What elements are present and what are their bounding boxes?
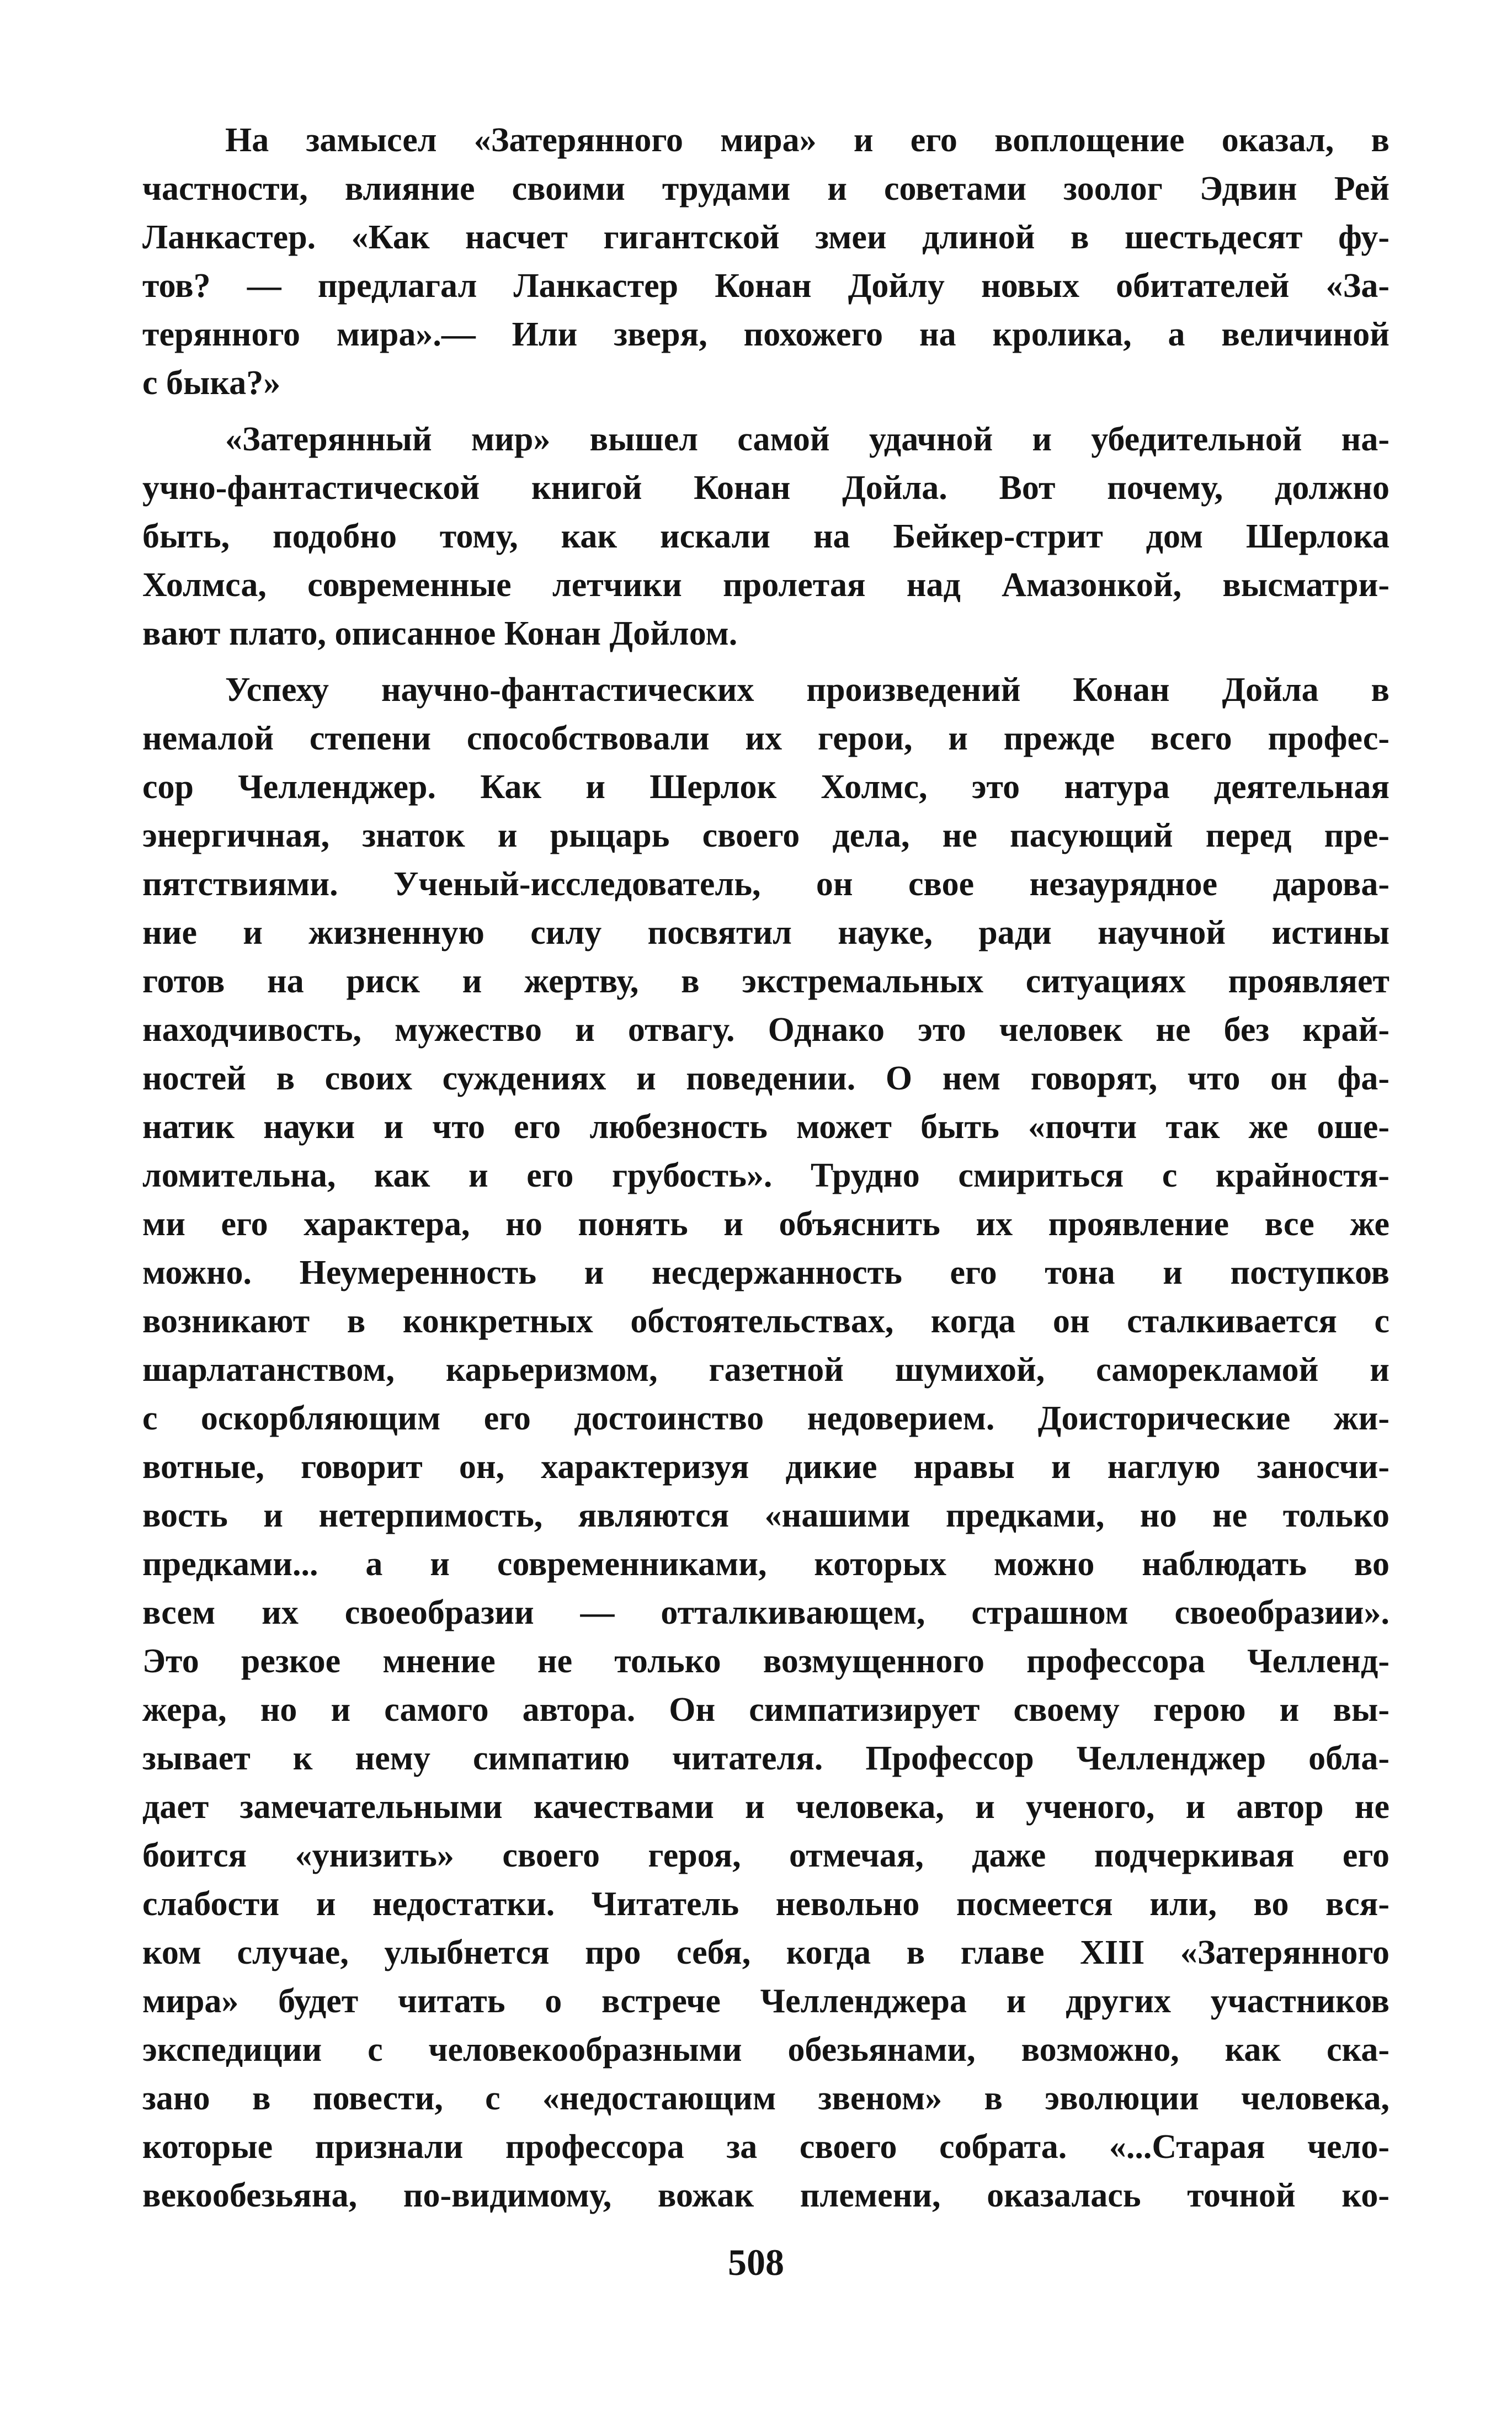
text-line: сор Челленджер. Как и Шерлок Холмс, это натура деятельная — [142, 768, 1389, 806]
text-line: векообезьяна, по-видимому, вожак племени, оказалась точной ко- — [142, 2177, 1389, 2214]
text-line: энергичная, знаток и рыцарь своего дела, не пасующий перед пре- — [142, 817, 1389, 854]
paragraph-spacer — [142, 407, 1389, 415]
text-line: тов? — предлагал Ланкастер Конан Дойлу новых обитателей «За- — [142, 267, 1389, 305]
text-line: экспедиции с человекообразными обезьянами, возможно, как ска- — [142, 2031, 1389, 2069]
text-line: готов на риск и жертву, в экстремальных ситуациях проявляет — [142, 963, 1389, 1000]
text-line: терянного мира».— Или зверя, похожего на кролика, а величиной — [142, 316, 1389, 353]
text-line: вотные, говорит он, характеризуя дикие нравы и наглую заносчи- — [142, 1448, 1389, 1486]
text-line: Это резкое мнение не только возмущенного профессора Челленд- — [142, 1642, 1389, 1680]
text-line: жера, но и самого автора. Он симпатизирует своему герою и вы- — [142, 1691, 1389, 1729]
text-line: находчивость, мужество и отвагу. Однако это человек не без край- — [142, 1011, 1389, 1049]
paragraph-3 — [142, 666, 1389, 2220]
text-line: ние и жизненную силу посвятил науке, ради научной истины — [142, 914, 1389, 951]
text-line: можно. Неумеренность и несдержанность его тона и поступков — [142, 1254, 1389, 1291]
text-line: частности, влияние своими трудами и советами зоолог Эдвин Рей — [142, 170, 1389, 208]
text-line: зывает к нему симпатию читателя. Профессор Челленджер обла- — [142, 1740, 1389, 1777]
text-line: натик науки и что его любезность может быть «почти так же оше- — [142, 1108, 1389, 1146]
text-line: боится «унизить» своего героя, отмечая, даже подчеркивая его — [142, 1837, 1389, 1874]
text-line: «Затерянный мир» вышел самой удачной и убедительной на- — [225, 421, 1389, 458]
text-line: Успеху научно-фантастических произведений Конан Дойла в — [225, 671, 1389, 709]
text-line: На замысел «Затерянного мира» и его воплощение оказал, в — [225, 121, 1389, 159]
text-line: ломительна, как и его грубость». Трудно смириться с крайностя- — [142, 1157, 1389, 1194]
text-line: ком случае, улыбнется про себя, когда в главе XIII «Затерянного — [142, 1934, 1389, 1971]
text-line: вают плато, описанное Конан Дойлом. — [142, 615, 738, 652]
text-line: зано в повести, с «недостающим звеном» в эволюции человека, — [142, 2080, 1389, 2117]
text-line: немалой степени способствовали их герои, и прежде всего профес- — [142, 720, 1389, 757]
paragraph-2 — [142, 415, 1389, 658]
text-line: мира» будет читать о встрече Челленджера и других участников — [142, 1982, 1389, 2020]
text-line: предками... а и современниками, которых можно наблюдать во — [142, 1545, 1389, 1583]
text-line: с оскорбляющим его достоинство недоверием. Доисторические жи- — [142, 1400, 1389, 1437]
text-line: Холмса, современные летчики пролетая над Амазонкой, высматри- — [142, 566, 1389, 604]
text-line: с быка?» — [142, 364, 281, 402]
page-number: 508 — [728, 2241, 784, 2283]
text-line: быть, подобно тому, как искали на Бейкер-стрит дом Шерлока — [142, 518, 1389, 555]
text-line: вость и нетерпимость, являются «нашими предками, но не только — [142, 1497, 1389, 1534]
text-line: которые признали профессора за своего собрата. «...Старая чело- — [142, 2128, 1389, 2166]
paragraph-1 — [142, 116, 1389, 407]
paragraph-spacer — [142, 658, 1389, 666]
text-line: Ланкастер. «Как насчет гигантской змеи длиной в шестьдесят фу- — [142, 219, 1389, 256]
text-line: всем их своеобразии — отталкивающем, страшном своеобразии». — [142, 1594, 1389, 1631]
text-line: дает замечательными качествами и человека, и ученого, и автор не — [142, 1788, 1389, 1826]
text-line: ностей в своих суждениях и поведении. О нем говорят, что он фа- — [142, 1060, 1389, 1097]
text-line: учно-фантастической книгой Конан Дойла. Вот почему, должно — [142, 469, 1389, 507]
text-line: шарлатанством, карьеризмом, газетной шумихой, саморекламой и — [142, 1351, 1389, 1389]
text-line: слабости и недостатки. Читатель невольно посмеется или, во вся- — [142, 1885, 1389, 1923]
text-line: пятствиями. Ученый-исследователь, он свое незаурядное дарова- — [142, 865, 1389, 903]
text-line: ми его характера, но понять и объяснить их проявление все же — [142, 1205, 1389, 1243]
body-text — [142, 116, 1389, 2220]
text-line: возникают в конкретных обстоятельствах, когда он сталкивается с — [142, 1302, 1389, 1340]
